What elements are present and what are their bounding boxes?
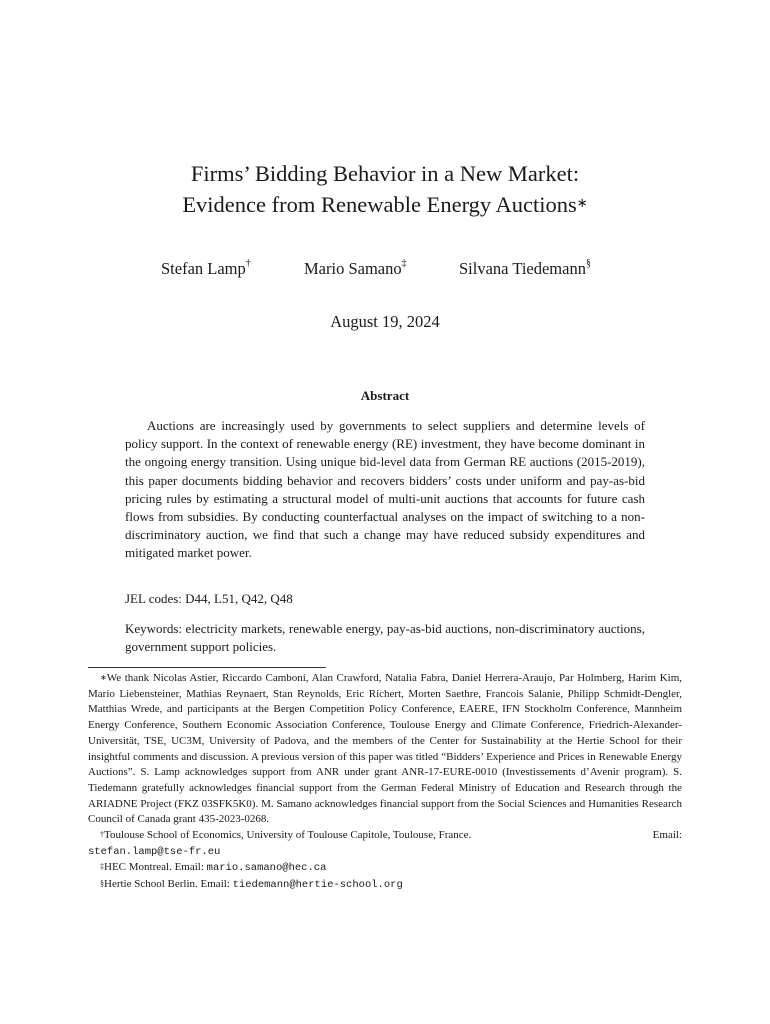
- author-tiedemann: [459, 259, 591, 279]
- keywords: Keywords: electricity markets, renewable energy, pay-as-bid auctions, non-discriminatory auctions, government support policies.: [125, 621, 645, 655]
- footnote-lamp-email-label: Email:: [652, 829, 682, 842]
- footnote-rule: [88, 667, 326, 668]
- title-line-2-text: Evidence from Renewable Energy Auctions: [182, 192, 577, 217]
- footnote-lamp: [88, 828, 682, 844]
- footnotes: [88, 671, 682, 894]
- author-mark: §: [585, 258, 591, 269]
- abstract-heading: Abstract: [360, 388, 410, 403]
- author-name: Silvana Tiedemann: [459, 259, 586, 278]
- footnote-tiedemann-affil: Hertie School Berlin. Email:: [104, 878, 233, 891]
- paper-date: August 19, 2024: [330, 312, 440, 331]
- abstract-body: [125, 417, 645, 563]
- footnote-lamp-email-line: [88, 844, 682, 861]
- author-lamp: [161, 259, 251, 279]
- author-samano: [304, 259, 407, 279]
- author-name: Mario Samano: [304, 259, 402, 278]
- jel-codes: JEL codes: D44, L51, Q42, Q48: [125, 591, 293, 606]
- footnote-tiedemann: [88, 877, 682, 894]
- footnote-lamp-affil: [88, 828, 471, 844]
- author-mark: †: [245, 258, 251, 269]
- author-mark: ‡: [401, 258, 407, 269]
- title-line-2: [0, 189, 770, 220]
- footnote-samano-affil: HEC Montreal. Email:: [104, 861, 207, 874]
- email-link-lamp[interactable]: stefan.lamp@tse-fr.eu: [88, 845, 221, 858]
- title-line-1: Firms’ Bidding Behavior in a New Market:: [190, 161, 580, 186]
- paper-title: [0, 158, 770, 220]
- email-link-tiedemann[interactable]: tiedemann@hertie-school.org: [232, 879, 403, 892]
- title-footnote-mark: ∗: [576, 195, 588, 210]
- footnote-thanks: [88, 671, 682, 828]
- footnote-mark: §: [100, 879, 104, 889]
- footnote-mark: ‡: [100, 862, 104, 872]
- author-name: Stefan Lamp: [161, 259, 246, 278]
- footnote-mark: †: [100, 830, 104, 840]
- abstract-text: Auctions are increasingly used by governments to select suppliers and determine levels of policy support. In the context of renewable energy (RE) investment, they have become dominant in the ongoing energy transition. Using unique bid-level data from German RE auctions (2015-2019), this paper documents bidding behavior and recovers bidders’ costs under uniform and pay-as-bid pricing rules by estimating a structural model of multi-unit auctions that accounts for future cash flows from subsidies. By conducting counterfactual analyses on the impact of switching to a non-discriminatory auction, we find that such a change may have reduced subsidy expenditures and mitigated market power.: [125, 418, 645, 561]
- footnote-samano: [88, 860, 682, 877]
- footnote-thanks-text: We thank Nicolas Astier, Riccardo Camboni, Alan Crawford, Natalia Fabra, Daniel Herrera-Araujo, Par Holmberg, Harim Kim, Mario Liebensteiner, Mathias Reynaert, Stan Reynolds, Eric Richert, Morten Saethre, Francois Salanie, Philipp Schmidt-Dengler, Matthias Wrede, and participants at the Bergen Competition Policy Conference, EAERE, IFN Stockholm Conference, Mannheim Energy Conference, Southern Economic Association Conference, Toulouse Energy and Climate Conference, Friedrich-Alexander-Universität, TSE, UC3M, University of Padova, and the members of the Center for Sustainability at the Hertie School for their insightful comments and discussion. A previous version of this paper was titled “Bidders’ Experience and Prices in Renewable Energy Auctions”. S. Lamp acknowledges support from ANR under grant ANR-17-EURE-0010 (Investissements d’Avenir program). S. Tiedemann gratefully acknowledges financial support from the German Federal Ministry of Education and Research through the ARIADNE Project (FKZ 03SFK5K0). M. Samano acknowledges financial support from the Social Sciences and Humanities Research Council of Canada grant 435-2023-0268.: [88, 672, 682, 826]
- email-link-samano[interactable]: mario.samano@hec.ca: [206, 862, 327, 875]
- footnote-mark: ∗: [100, 673, 107, 682]
- footnote-lamp-affil-text: Toulouse School of Economics, University of Toulouse Capitole, Toulouse, France.: [104, 829, 472, 842]
